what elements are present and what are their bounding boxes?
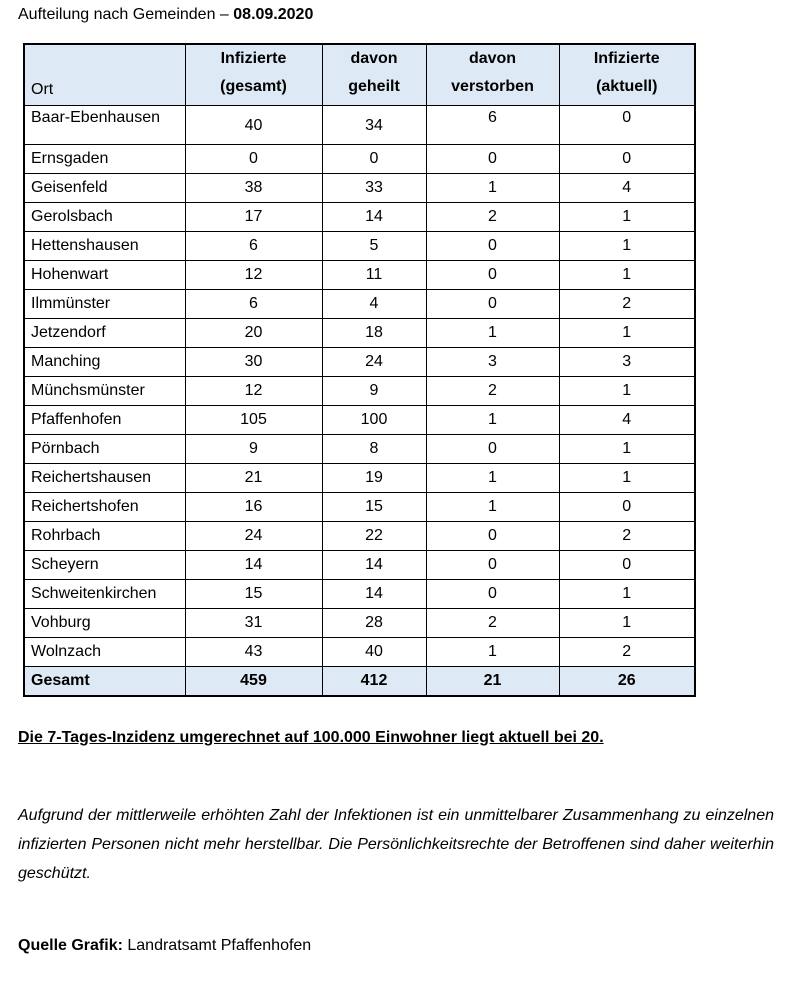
table-row — [24, 319, 695, 348]
heading-prefix: Aufteilung nach Gemeinden – — [18, 6, 234, 23]
cell-gesamt: 21 — [185, 464, 322, 493]
cell-gesamt: 17 — [185, 203, 322, 232]
cell-geheilt: 9 — [322, 377, 426, 406]
cell-verstorben: 0 — [426, 261, 559, 290]
source-line — [18, 935, 311, 957]
table-row — [24, 106, 695, 145]
cell-geheilt: 4 — [322, 290, 426, 319]
table-row — [24, 348, 695, 377]
table-row — [24, 232, 695, 261]
cell-ort: Gerolsbach — [24, 203, 185, 232]
cell-aktuell: 2 — [559, 638, 695, 667]
cell-gesamt: 16 — [185, 493, 322, 522]
header-ort: Ort — [24, 44, 185, 106]
cell-verstorben: 1 — [426, 174, 559, 203]
cell-geheilt: 100 — [322, 406, 426, 435]
cell-aktuell: 1 — [559, 232, 695, 261]
cell-ort: Manching — [24, 348, 185, 377]
cell-gesamt: 20 — [185, 319, 322, 348]
cell-verstorben: 1 — [426, 406, 559, 435]
cell-gesamt: 14 — [185, 551, 322, 580]
table-row — [24, 580, 695, 609]
table-row — [24, 435, 695, 464]
cell-geheilt: 18 — [322, 319, 426, 348]
cell-geheilt: 28 — [322, 609, 426, 638]
total-verstorben: 21 — [426, 667, 559, 697]
cell-verstorben: 2 — [426, 203, 559, 232]
cell-gesamt: 24 — [185, 522, 322, 551]
cell-ort: Vohburg — [24, 609, 185, 638]
cell-geheilt: 24 — [322, 348, 426, 377]
cell-verstorben: 0 — [426, 522, 559, 551]
cell-aktuell: 0 — [559, 551, 695, 580]
cell-verstorben: 6 — [426, 106, 559, 145]
cell-ort: Reichertshofen — [24, 493, 185, 522]
cell-aktuell: 1 — [559, 580, 695, 609]
table-row — [24, 609, 695, 638]
cell-geheilt: 22 — [322, 522, 426, 551]
cell-verstorben: 0 — [426, 232, 559, 261]
heading-date: 08.09.2020 — [233, 6, 314, 23]
cell-gesamt: 9 — [185, 435, 322, 464]
cell-geheilt: 11 — [322, 261, 426, 290]
header-gesamt: Infizierte (gesamt) — [185, 44, 322, 106]
cell-verstorben: 0 — [426, 580, 559, 609]
cell-aktuell: 1 — [559, 261, 695, 290]
cell-aktuell: 1 — [559, 377, 695, 406]
cell-gesamt: 6 — [185, 232, 322, 261]
total-label: Gesamt — [24, 667, 185, 697]
cell-aktuell: 1 — [559, 609, 695, 638]
cell-ort: Baar-Ebenhausen — [24, 106, 185, 145]
privacy-paragraph: Aufgrund der mittlerweile erhöhten Zahl der Infektionen ist ein unmittelbarer Zusammenhang zu einzelnen infizierten Personen nicht mehr herstellbar. Die Persönlichkeitsrechte der Betroffenen sind daher weiterhin geschützt. — [18, 807, 774, 882]
cell-gesamt: 15 — [185, 580, 322, 609]
cell-gesamt: 12 — [185, 377, 322, 406]
cell-geheilt: 34 — [322, 106, 426, 145]
header-aktuell: Infizierte (aktuell) — [559, 44, 695, 106]
table-total-row — [24, 667, 695, 697]
cell-gesamt: 30 — [185, 348, 322, 377]
cell-verstorben: 1 — [426, 638, 559, 667]
cell-geheilt: 14 — [322, 551, 426, 580]
cell-gesamt: 31 — [185, 609, 322, 638]
cell-verstorben: 1 — [426, 493, 559, 522]
table-row — [24, 377, 695, 406]
cell-gesamt: 40 — [185, 106, 322, 145]
cell-ort: Ilmmünster — [24, 290, 185, 319]
cell-verstorben: 0 — [426, 551, 559, 580]
cell-gesamt: 38 — [185, 174, 322, 203]
cell-geheilt: 15 — [322, 493, 426, 522]
table-row — [24, 261, 695, 290]
cell-ort: Hohenwart — [24, 261, 185, 290]
cell-ort: Jetzendorf — [24, 319, 185, 348]
cell-aktuell: 1 — [559, 435, 695, 464]
cell-verstorben: 2 — [426, 609, 559, 638]
table-row — [24, 174, 695, 203]
source-label: Quelle Grafik: — [18, 937, 123, 954]
cell-ort: Scheyern — [24, 551, 185, 580]
cell-gesamt: 0 — [185, 145, 322, 174]
cell-gesamt: 105 — [185, 406, 322, 435]
cell-verstorben: 1 — [426, 319, 559, 348]
table-row — [24, 290, 695, 319]
cell-verstorben: 0 — [426, 145, 559, 174]
cell-aktuell: 2 — [559, 290, 695, 319]
cell-aktuell: 2 — [559, 522, 695, 551]
cell-ort: Pörnbach — [24, 435, 185, 464]
municipality-cases-table — [23, 43, 696, 697]
header-geheilt: davon geheilt — [322, 44, 426, 106]
cell-ort: Münchsmünster — [24, 377, 185, 406]
cell-verstorben: 1 — [426, 464, 559, 493]
cell-geheilt: 14 — [322, 203, 426, 232]
table-row — [24, 464, 695, 493]
cell-ort: Schweitenkirchen — [24, 580, 185, 609]
total-aktuell: 26 — [559, 667, 695, 697]
cell-verstorben: 3 — [426, 348, 559, 377]
cell-geheilt: 33 — [322, 174, 426, 203]
cell-ort: Rohrbach — [24, 522, 185, 551]
incidence-statement: Die 7-Tages-Inzidenz umgerechnet auf 100.000 Einwohner liegt aktuell bei 20. — [18, 729, 604, 746]
cell-ort: Reichertshausen — [24, 464, 185, 493]
cell-gesamt: 12 — [185, 261, 322, 290]
cell-aktuell: 0 — [559, 145, 695, 174]
cell-geheilt: 14 — [322, 580, 426, 609]
total-geheilt: 412 — [322, 667, 426, 697]
table-row — [24, 638, 695, 667]
cell-aktuell: 1 — [559, 319, 695, 348]
cell-aktuell: 1 — [559, 464, 695, 493]
cell-verstorben: 0 — [426, 290, 559, 319]
table-row — [24, 522, 695, 551]
cell-geheilt: 0 — [322, 145, 426, 174]
cell-geheilt: 8 — [322, 435, 426, 464]
cell-aktuell: 4 — [559, 174, 695, 203]
table-row — [24, 145, 695, 174]
table-body — [24, 106, 695, 667]
table-header-row — [24, 44, 695, 106]
cell-aktuell: 1 — [559, 203, 695, 232]
total-gesamt: 459 — [185, 667, 322, 697]
cell-aktuell: 3 — [559, 348, 695, 377]
header-verstorben: davon verstorben — [426, 44, 559, 106]
cell-ort: Pfaffenhofen — [24, 406, 185, 435]
cell-gesamt: 6 — [185, 290, 322, 319]
table-row — [24, 203, 695, 232]
cell-ort: Hettenshausen — [24, 232, 185, 261]
cell-geheilt: 19 — [322, 464, 426, 493]
cell-aktuell: 4 — [559, 406, 695, 435]
cell-verstorben: 0 — [426, 435, 559, 464]
cell-geheilt: 40 — [322, 638, 426, 667]
table-row — [24, 406, 695, 435]
table-row — [24, 551, 695, 580]
cell-ort: Ernsgaden — [24, 145, 185, 174]
cell-aktuell: 0 — [559, 106, 695, 145]
cell-geheilt: 5 — [322, 232, 426, 261]
table-row — [24, 493, 695, 522]
cell-verstorben: 2 — [426, 377, 559, 406]
cell-ort: Geisenfeld — [24, 174, 185, 203]
cell-ort: Wolnzach — [24, 638, 185, 667]
page-heading — [18, 4, 313, 26]
source-value: Landratsamt Pfaffenhofen — [122, 937, 312, 954]
cell-aktuell: 0 — [559, 493, 695, 522]
cell-gesamt: 43 — [185, 638, 322, 667]
